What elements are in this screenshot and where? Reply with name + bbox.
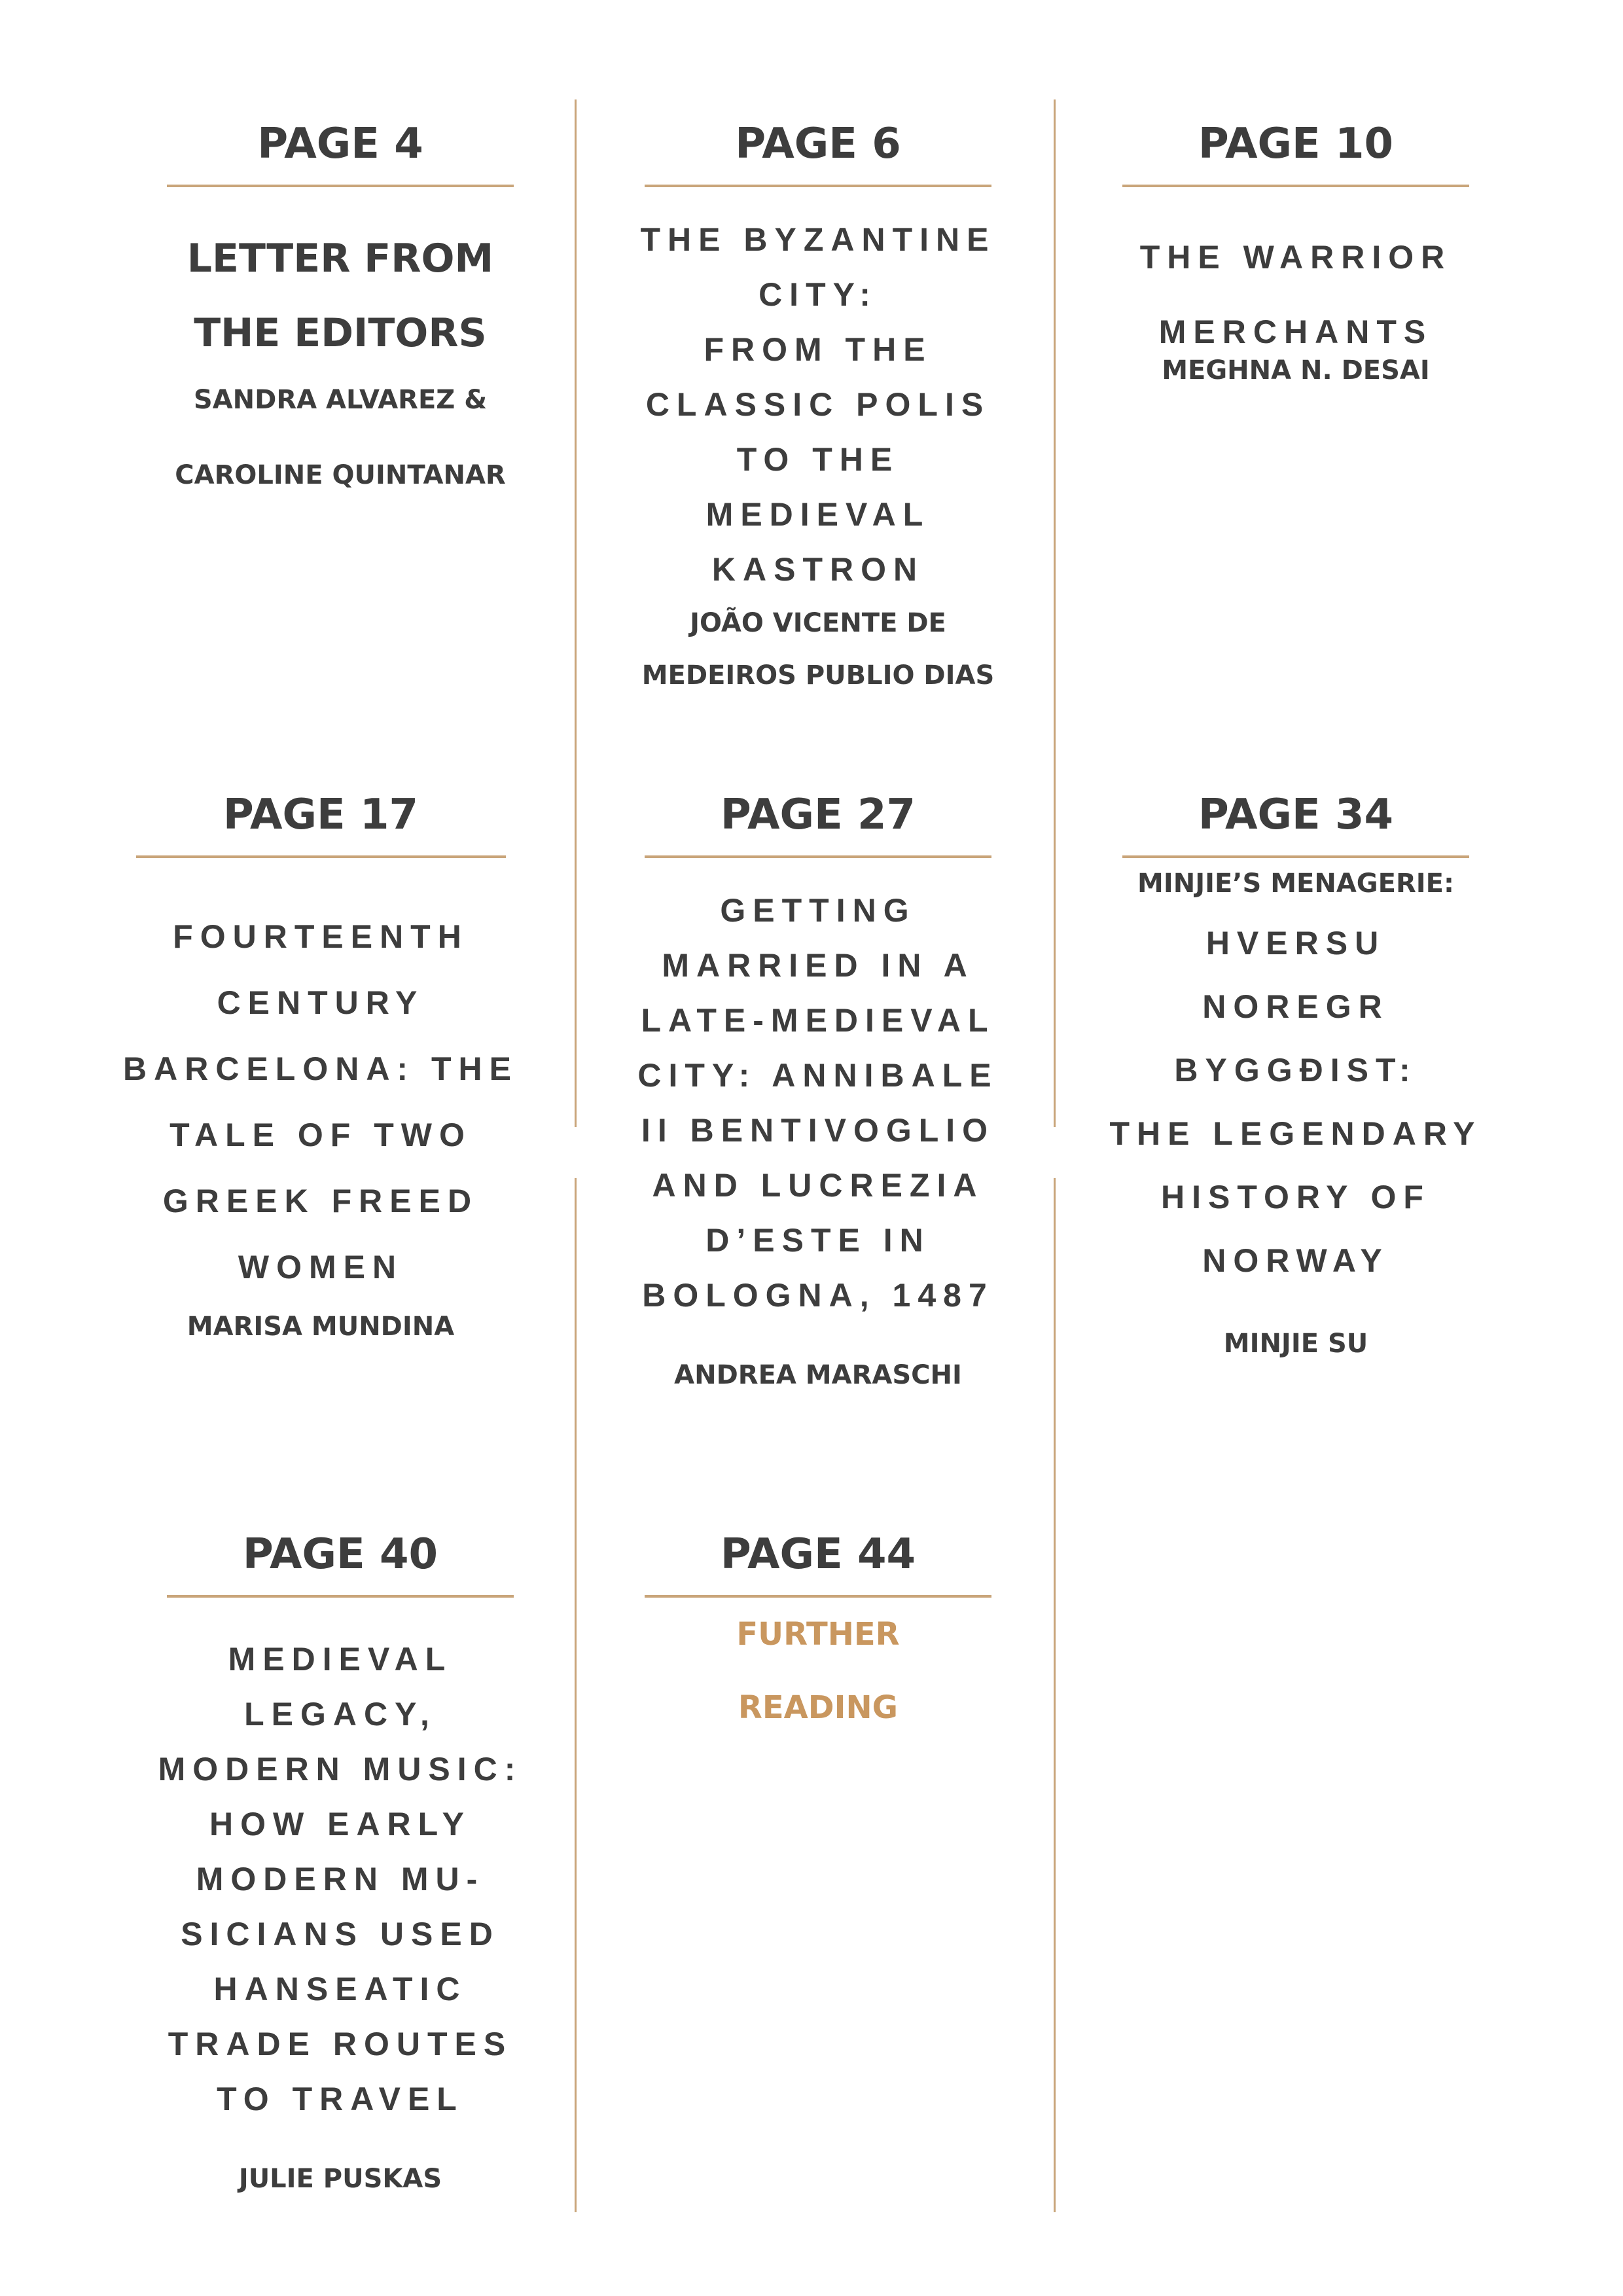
toc-entry-page-44[interactable] (609, 1528, 1027, 1744)
column-divider-right-bottom (1054, 1178, 1056, 2212)
column-divider-right-top (1054, 99, 1056, 1127)
article-title: LETTER FROM THE EDITORS (187, 236, 494, 356)
toc-entry-page-40[interactable] (131, 1528, 550, 2205)
article-author: JOÃO VICENTE DE MEDEIROS PUBLIO DIAS (641, 608, 995, 691)
article-author: JULIE PUSKAS (238, 2164, 442, 2194)
article-author: ANDREA MARASCHI (674, 1360, 962, 1390)
article-author: MEGHNA N. DESAI (1162, 355, 1430, 386)
page-number-heading: PAGE 10 (1122, 118, 1469, 187)
article-title: HVERSU NOREGR BYGGĐIST: THE LEGENDARY HISTORY OF NORWAY (1109, 925, 1482, 1279)
toc-entry-page-27[interactable] (609, 789, 1027, 1401)
page-number-heading: PAGE 27 (645, 789, 991, 858)
page-number-heading: PAGE 4 (167, 118, 514, 187)
page-number-heading: PAGE 40 (167, 1528, 514, 1598)
toc-entry-page-34[interactable] (1086, 789, 1505, 1370)
toc-entry-page-10[interactable] (1086, 118, 1505, 390)
article-author: MINJIE SU (1223, 1329, 1368, 1359)
column-divider-left-top (575, 99, 577, 1127)
article-title: THE WARRIOR MERCHANTS (1139, 239, 1452, 350)
article-author: SANDRA ALVAREZ & CAROLINE QUINTANAR (175, 385, 506, 490)
page-number-heading: PAGE 17 (136, 789, 506, 858)
article-author: MARISA MUNDINA (187, 1312, 455, 1342)
article-title: THE BYZANTINE CITY: FROM THE CLASSIC POLIS TO THE MEDIEVAL KASTRON (640, 221, 996, 588)
page-number-heading: PAGE 6 (645, 118, 991, 187)
further-reading-link[interactable]: FURTHER READING (736, 1616, 900, 1726)
page-number-heading: PAGE 34 (1122, 789, 1469, 858)
column-subtitle: MINJIE’S MENAGERIE: (1137, 869, 1454, 899)
page-number-heading: PAGE 44 (645, 1528, 991, 1598)
column-divider-left-bottom (575, 1178, 577, 2212)
article-title: FOURTEENTH CENTURY BARCELONA: THE TALE OF TWO GREEK FREED WOMEN (123, 918, 518, 1285)
toc-entry-page-17[interactable] (105, 789, 537, 1353)
article-title: MEDIEVAL LEGACY, MODERN MUSIC: HOW EARLY MODERN MU- SICIANS USED HANSEATIC TRADE ROUTES TO TRAVEL (158, 1641, 523, 2117)
toc-entry-page-6[interactable] (609, 118, 1027, 702)
toc-entry-page-4[interactable] (131, 118, 550, 513)
article-title: GETTING MARRIED IN A LATE-MEDIEVAL CITY: ANNIBALE II BENTIVOGLIO AND LUCREZIA D’ESTE IN BOLOGNA, 1487 (637, 892, 999, 1314)
